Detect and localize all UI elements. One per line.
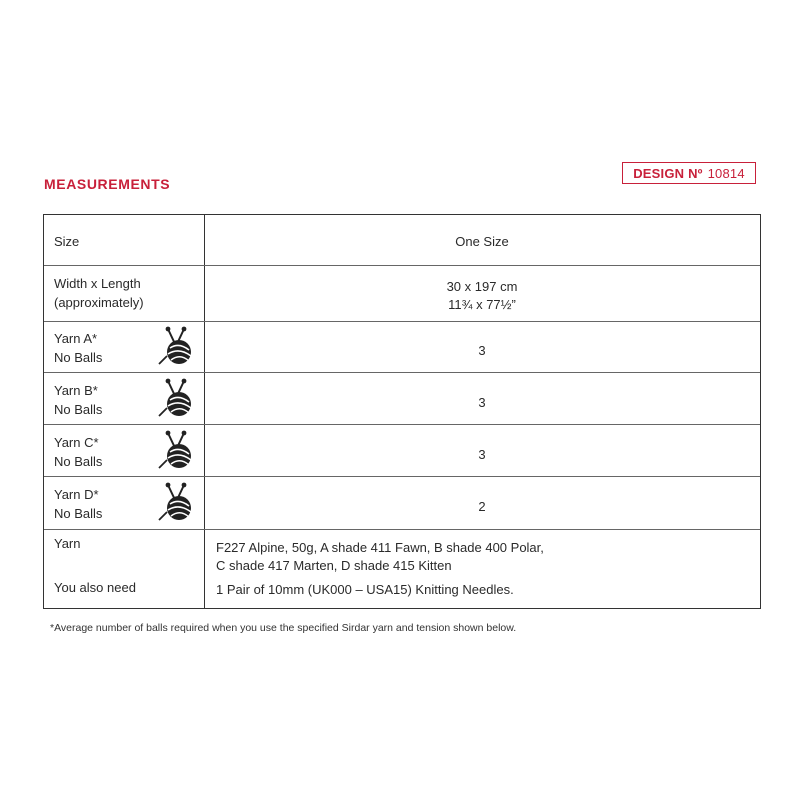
yarn-d-value: 2	[478, 499, 486, 514]
yarn-c-label-line2: No Balls	[54, 454, 103, 469]
yarn-description-line1: F227 Alpine, 50g, A shade 411 Fawn, B shade 400 Polar,	[216, 540, 544, 555]
row-divider	[44, 424, 760, 425]
yarn-ball-icon	[156, 326, 196, 368]
measurements-table	[43, 214, 761, 609]
yarn-b-value: 3	[478, 395, 486, 410]
yarn-label: Yarn	[54, 536, 81, 551]
yarn-b-label-line1: Yarn B*	[54, 383, 98, 398]
also-need-value: 1 Pair of 10mm (UK000 – USA15) Knitting Needles.	[216, 582, 514, 597]
row-divider	[44, 321, 760, 322]
yarn-a-label-line1: Yarn A*	[54, 331, 98, 346]
yarn-ball-icon	[156, 430, 196, 472]
section-title: MEASUREMENTS	[44, 176, 171, 192]
yarn-d-label-line1: Yarn D*	[54, 487, 99, 502]
yarn-a-value: 3	[478, 343, 486, 358]
yarn-c-label-line1: Yarn C*	[54, 435, 99, 450]
row-divider	[44, 372, 760, 373]
row-divider	[44, 529, 760, 530]
size-label: Size	[54, 234, 80, 249]
row-divider	[44, 265, 760, 266]
yarn-ball-icon	[156, 378, 196, 420]
yarn-ball-icon	[156, 482, 196, 524]
row-divider	[44, 476, 760, 477]
dimensions-value-line2: 11¾ x 77½”	[448, 297, 516, 312]
design-number: 10814	[707, 165, 745, 181]
dimensions-label-line1: Width x Length	[54, 276, 141, 291]
design-number-box	[622, 162, 756, 184]
dimensions-value-line1: 30 x 197 cm	[446, 279, 518, 294]
yarn-b-label-line2: No Balls	[54, 402, 103, 417]
yarn-a-label-line2: No Balls	[54, 350, 103, 365]
footnote: *Average number of balls required when you use the specified Sirdar yarn and tension shown below.	[50, 622, 517, 634]
design-label: DESIGN Nº	[633, 165, 703, 181]
size-value: One Size	[455, 234, 509, 249]
yarn-c-value: 3	[478, 447, 486, 462]
dimensions-label-line2: (approximately)	[54, 295, 144, 310]
also-need-label: You also need	[54, 580, 136, 595]
yarn-d-label-line2: No Balls	[54, 506, 103, 521]
yarn-description-line2: C shade 417 Marten, D shade 415 Kitten	[216, 558, 452, 573]
